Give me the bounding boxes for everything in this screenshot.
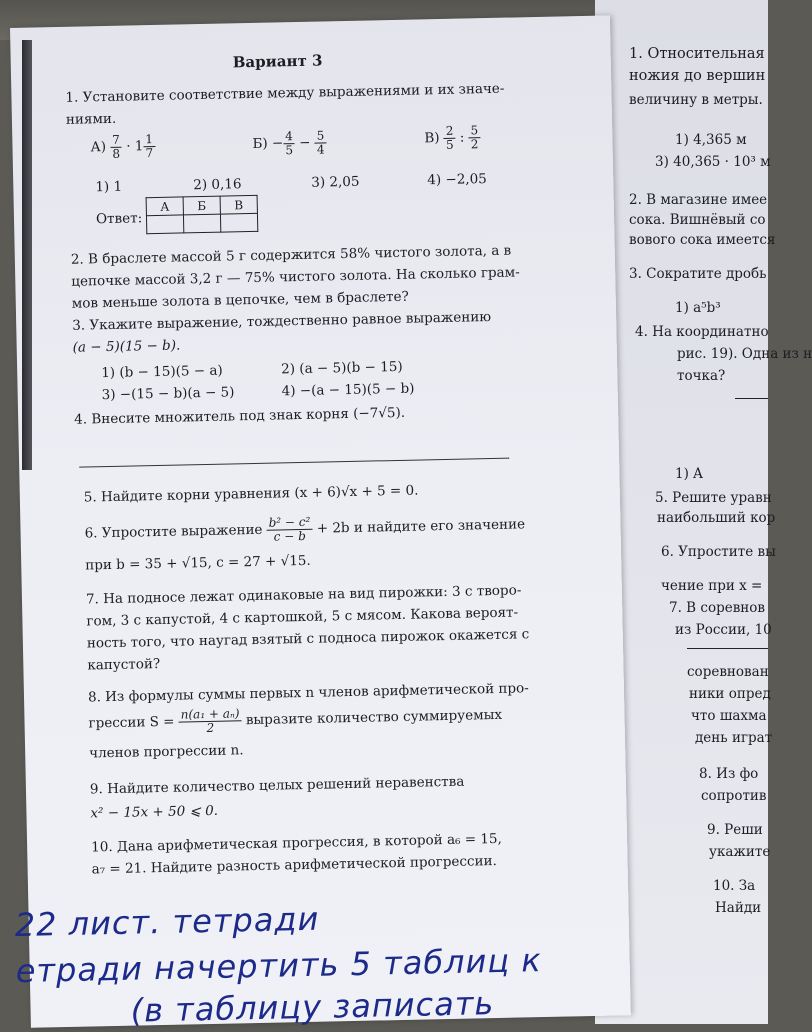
- q1-expression-a: А) $\frac{7}{8}$ · 1 $\frac{1}{7}$: [90, 132, 154, 161]
- section-divider: [79, 458, 509, 468]
- answer-cell-a[interactable]: [146, 215, 183, 234]
- q9-line1: 9. Найдите количество целых решений неравенства: [89, 773, 465, 798]
- right-q9-l1: 9. Реши: [707, 822, 763, 838]
- q2-line1: 2. В браслете массой 5 г содержится 58% чистого золота, а в: [70, 242, 512, 268]
- right-q7-l2: из России, 10: [675, 622, 772, 638]
- handwritten-line-1: 22 лист. тетради: [14, 899, 320, 945]
- right-q3: 3. Сократите дробь: [629, 266, 767, 282]
- right-q1-opt1: 1) 4,365 м: [675, 132, 747, 148]
- right-q4-l3: точка?: [677, 368, 726, 384]
- right-q8-l2: сопротив: [701, 788, 767, 804]
- q9-line2: x² − 15x + 50 ⩽ 0.: [90, 802, 219, 822]
- right-q1-l3: величину в метры.: [629, 92, 763, 108]
- right-q7-l4: ники опред: [689, 686, 771, 702]
- answer-header-a: А: [146, 197, 183, 216]
- right-q4-l1: 4. На координатно: [635, 324, 769, 340]
- q4-line: 4. Внесите множитель под знак корня (−7√5).: [74, 404, 406, 428]
- answer-table: [146, 195, 259, 234]
- q1-option-3: 3) 2,05: [311, 173, 360, 191]
- right-q10-l2: Найди: [715, 900, 762, 916]
- page-fold-shadow: [22, 40, 32, 470]
- q10-line2: a₇ = 21. Найдите разность арифметической прогрессии.: [91, 852, 497, 878]
- variant-title: Вариант 3: [232, 51, 323, 72]
- q8-line3: членов прогрессии n.: [89, 742, 244, 762]
- q3-option-1: 1) (b − 15)(5 − a): [101, 362, 223, 382]
- q7-line3: ность того, что наугад взятый с подноса пирожок окажется с: [86, 626, 530, 652]
- q3-option-2: 2) (a − 5)(b − 15): [281, 358, 403, 378]
- right-q1-l1: 1. Относительная: [629, 46, 765, 62]
- right-q2-l2: сока. Вишнёвый со: [629, 212, 766, 228]
- q7-line4: капустой?: [87, 655, 161, 674]
- right-q9-l2: укажите: [709, 844, 771, 860]
- right-q5-l2: наибольший кор: [657, 510, 776, 526]
- q7-line2: гом, 3 с капустой, 4 с картошкой, 5 с мясом. Какова вероят-: [86, 604, 519, 630]
- right-q4-opt1: 1) A: [675, 466, 703, 482]
- handwritten-line-3: (в таблицу записать: [130, 984, 495, 1030]
- right-q2-l3: вового сока имеется: [629, 232, 776, 248]
- right-q7-l5: что шахма: [691, 708, 767, 724]
- right-q1-l2: ножия до вершин: [629, 68, 766, 84]
- right-q6-l2: чение при x =: [661, 578, 763, 594]
- right-divider: [687, 648, 768, 649]
- q3-line2: (a − 5)(15 − b).: [72, 337, 181, 356]
- right-q8-l1: 8. Из фо: [699, 766, 759, 782]
- q1-option-2: 2) 0,16: [193, 176, 242, 194]
- right-q7-l6: день играт: [695, 730, 773, 746]
- q6-line2: при b = 35 + √15, c = 27 + √15.: [85, 552, 311, 574]
- q2-line3: мов меньше золота в цепочке, чем в браслете?: [71, 288, 409, 312]
- q1-option-1: 1) 1: [95, 178, 123, 196]
- answer-cell-c[interactable]: [220, 213, 257, 232]
- q8-line2: грессии S = $\frac{\text{n(a₁ + aₙ)}}{2}$ выразите количество суммируемых: [88, 706, 503, 736]
- right-q6-l1: 6. Упростите вы: [661, 544, 776, 560]
- q1-text-line2: ниями.: [65, 110, 117, 128]
- right-q7-l3: соревнован: [687, 664, 769, 680]
- right-q7-l1: 7. В соревнов: [669, 600, 766, 616]
- q2-line2: цепочке массой 3,2 г — 75% чистого золота. На сколько грам-: [71, 264, 520, 290]
- q1-option-4: 4) −2,05: [427, 171, 487, 189]
- answer-header-c: В: [220, 195, 257, 214]
- q1-expression-b: Б) − $\frac{4}{5}$ − $\frac{5}{4}$: [252, 128, 325, 158]
- q10-line1: 10. Дана арифметическая прогрессия, в которой a₆ = 15,: [91, 830, 502, 856]
- q3-line1: 3. Укажите выражение, тождественно равное выражению: [72, 308, 492, 334]
- q3-option-4: 4) −(a − 15)(5 − b): [281, 380, 415, 400]
- q5-line: 5. Найдите корни уравнения (x + 6)√x + 5 = 0.: [83, 482, 419, 506]
- right-q4-l2: рис. 19). Одна из н: [677, 346, 812, 362]
- q1-expression-c: В) $\frac{2}{5}$ : $\frac{5}{2}$: [424, 123, 479, 152]
- answer-cell-b[interactable]: [183, 214, 220, 233]
- right-q10-l1: 10. За: [713, 878, 756, 894]
- main-page: [10, 15, 631, 1030]
- right-q2-l1: 2. В магазине имее: [629, 192, 768, 208]
- right-q5-l1: 5. Решите уравн: [655, 490, 772, 506]
- answer-header-b: Б: [183, 196, 220, 215]
- right-q1-opt3: 3) 40,365 · 10³ м: [655, 154, 771, 170]
- handwritten-line-2: етради начертить 5 таблиц к: [15, 941, 542, 991]
- q6-line1: 6. Упростите выражение $\frac{\text{b² − c²}}{c - b}$ + 2b и найдите его значение: [84, 514, 526, 544]
- q8-line1: 8. Из формулы суммы первых n членов арифметической про-: [87, 680, 529, 706]
- right-q3-opt1: 1) a⁵b³: [675, 300, 721, 316]
- q7-line1: 7. На подносе лежат одинаковые на вид пирожки: 3 с творо-: [85, 582, 522, 608]
- q1-text-line1: 1. Установите соответствие между выражениями и их значе-: [65, 80, 505, 106]
- number-line-fragment: [735, 398, 768, 399]
- answer-label: Ответ:: [95, 210, 143, 228]
- q3-option-3: 3) −(15 − b)(a − 5): [101, 384, 235, 404]
